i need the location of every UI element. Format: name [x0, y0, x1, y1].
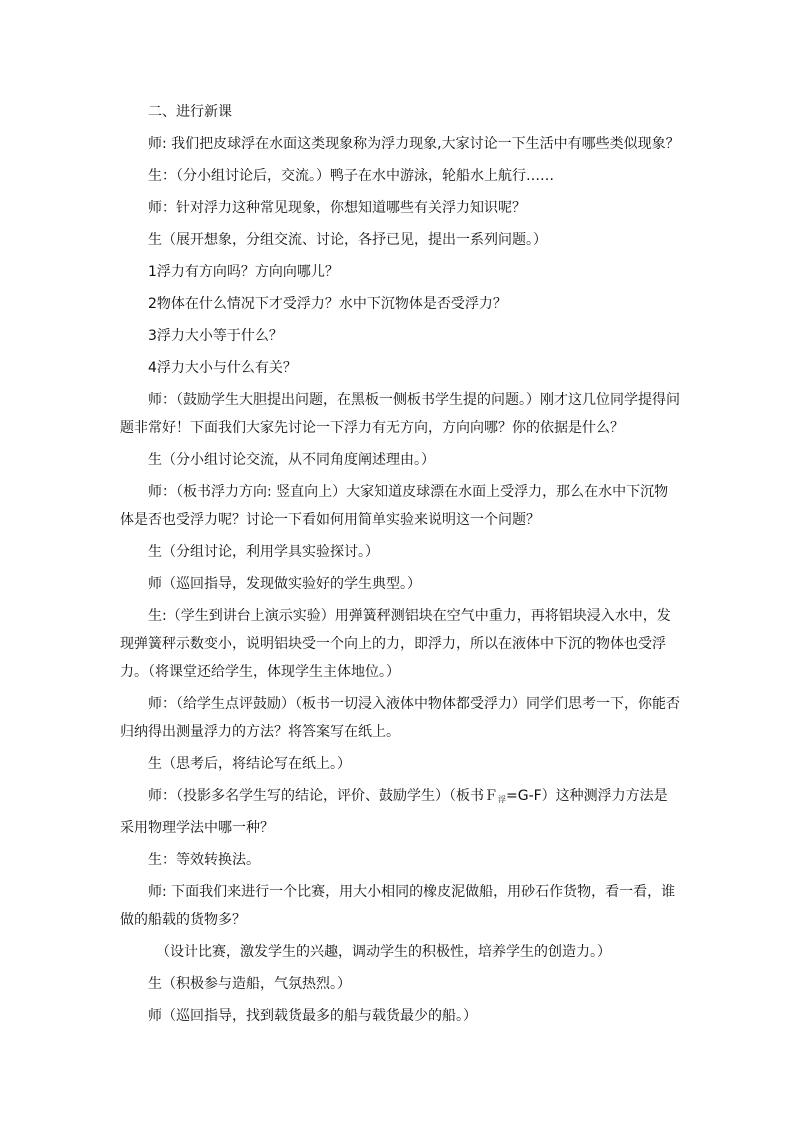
paragraph: （设计比赛，激发学生的兴趣，调动学生的积极性，培养学生的创造力。） — [156, 944, 611, 960]
question-item: 2物体在什么情况下才受浮力？水中下沉物体是否受浮力？ — [148, 296, 507, 312]
paragraph: 师：（鼓励学生大胆提出问题，在黑板一侧板书学生提的问题。）刚才这几位同学提得问题非常好！下面我们大家先讨论一下浮力有无方向，方向向哪？你的依据是什么？ — [120, 392, 680, 436]
section-heading: 二、进行新课 — [148, 104, 232, 120]
paragraph: 生（分组讨论，利用学具实验探讨。） — [148, 544, 379, 560]
paragraph: 生（思考后，将结论写在纸上。） — [148, 756, 351, 772]
formula-prefix: 师：（投影多名学生写的结论，评价、鼓励学生）（板书Ｆ — [148, 788, 498, 804]
paragraph: 生：（分小组讨论后，交流。）鸭子在水中游泳，轮船水上航行…… — [148, 168, 554, 184]
question-item: 4浮力大小与什么有关？ — [148, 360, 297, 376]
paragraph: 生（展开想象，分组交流、讨论，各抒已见，提出一系列问题。） — [148, 232, 547, 248]
paragraph: 师：（板书浮力方向: 竖直向上）大家知道皮球漂在水面上受浮力，那么在水中下沉物体是否也受浮力呢？讨论一下看如何用简单实验来说明这一个问题？ — [120, 484, 669, 528]
question-item: 1浮力有方向吗？方向向哪儿？ — [148, 264, 339, 280]
paragraph: 师: 我们把皮球浮在水面这类现象称为浮力现象,大家讨论一下生活中有哪些类似现象？ — [148, 136, 680, 152]
paragraph: 师（巡回指导，发现做实验好的学生典型。） — [148, 576, 421, 592]
paragraph: 生（分小组讨论交流，从不同角度阐述理由。） — [148, 452, 435, 468]
paragraph: 师: 下面我们来进行一个比赛，用大小相同的橡皮泥做船，用砂石作货物，看一看，谁做的船载的货物多？ — [120, 884, 676, 928]
paragraph: 师：针对浮力这种常见现象，你想知道哪些有关浮力知识呢？ — [148, 200, 526, 216]
formula-paragraph — [120, 782, 680, 842]
paragraph: 生（积极参与造船，气氛热烈。） — [148, 976, 351, 992]
paragraph: 生:（学生到讲台上演示实验）用弹簧秤测铝块在空气中重力，再将铝块浸入水中，发现弹簧秤示数变小，说明铝块受一个向上的力，即浮力，所以在液体中下沉的物体也受浮力。（将课堂还给学生，体现学生主体地位。） — [120, 608, 671, 680]
formula-suffix: =G-F）这种测浮力方法是采用物理学法中哪一种？ — [120, 788, 668, 836]
document-body — [120, 98, 680, 1030]
paragraph: 师（巡回指导，找到载货最多的船与载货最少的船。） — [148, 1008, 477, 1024]
paragraph: 师：（给学生点评鼓励）（板书一切浸入液体中物体都受浮力）同学们思考一下，你能否归纳得出测量浮力的方法？将答案写在纸上。 — [120, 696, 680, 740]
question-item: 3浮力大小等于什么？ — [148, 328, 283, 344]
formula-subscript: 浮 — [498, 795, 506, 804]
paragraph: 生：等效转换法。 — [148, 852, 260, 868]
